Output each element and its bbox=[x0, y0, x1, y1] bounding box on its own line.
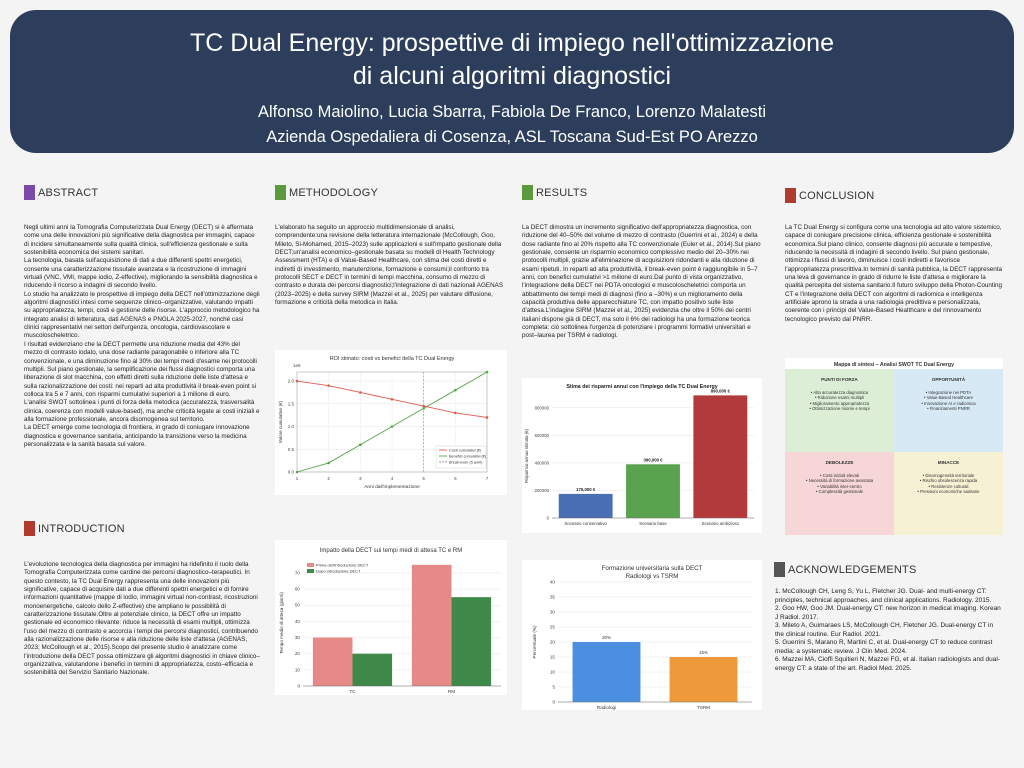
data-point bbox=[359, 443, 362, 446]
data-label: 175,000 € bbox=[576, 486, 596, 492]
bar bbox=[559, 494, 613, 518]
axis-exponent-label: 1e6 bbox=[293, 363, 301, 368]
y-tick-label: 70 bbox=[294, 570, 300, 576]
acknowledgements-title: ACKNOWLEDGEMENTS bbox=[788, 563, 917, 576]
poster-header bbox=[10, 10, 1014, 153]
bar bbox=[452, 597, 492, 686]
reference-item: 2. Goo HW, Goo JM. Dual-energy CT: new horizon in medical imaging. Korean J Radiol. 2017. bbox=[775, 605, 1001, 621]
swot-item: • Pressioni economiche sanitarie bbox=[917, 488, 980, 494]
x-tick-label: 5 bbox=[422, 476, 425, 481]
x-tick-label: Scenario base bbox=[639, 521, 667, 526]
conclusion-heading bbox=[785, 188, 874, 203]
swot-quadrant-title: MINACCE bbox=[937, 460, 960, 465]
swot-title: Mappa di sintesi – Analisi SWOT TC Dual Energy bbox=[833, 362, 954, 368]
chart-title: Formazione universitaria sulla DECT bbox=[601, 565, 703, 572]
swot-item: • Value-Based Healthcare bbox=[924, 395, 973, 401]
chart-subtitle: Radiologi vs TSRM bbox=[625, 573, 679, 580]
y-tick-label: 20 bbox=[549, 639, 555, 645]
abstract-paragraph: Negli ultimi anni la Tomografia Computerizzata Dual Energy (DECT) si è affermata come una delle innovazioni più significative della diagnostica per immagini, capace di incidere simultaneamente sulla qualità clinica, sull'efficienza gestionale e sulla sostenibilità economica dei sistemi sanitari. bbox=[24, 224, 255, 257]
swot-weaknesses bbox=[785, 452, 894, 535]
methodology-title: METHODOLOGY bbox=[289, 186, 378, 199]
introduction-marker bbox=[24, 521, 35, 536]
y-tick-label: 0 bbox=[552, 699, 555, 705]
x-axis-label: Anni dall'implementazione bbox=[364, 485, 420, 490]
conclusion-marker bbox=[785, 188, 796, 203]
conclusion-text: La TC Dual Energy si configura come una tecnologia ad alto valore sistemico, capace di coniugare precisione clinica, efficienza gestionale e sostenibilità economica.Sul piano clinico, consente diagnosi più accurate e tempestive, riducendo la necessità di indagini di secondo livello. Sul piano gestionale, ottimizza i flussi di lavoro, diminuisce i costi indiretti e favorisce l'appropriatezza prescrittiva.In termini di sanità pubblica, la DECT rappresenta una leva di governance in grado di ridurre le liste d'attesa e migliorare la qualità percepita del sistema sanitario.Il futuro sviluppo della Photon-Counting CT e l'integrazione della DECT con algoritmi di radiomica e intelligenza artificiale aprono la strada a una radiologia predittiva e personalizzata, coerente con i principi del Value-Based Healthcare e del rinnovamento tecnologico previsto dal PNRR. bbox=[785, 224, 1003, 323]
conclusion-title: CONCLUSION bbox=[799, 189, 875, 202]
swot-quadrant-title: OPPORTUNITÀ bbox=[931, 377, 966, 382]
swot-opportunities bbox=[894, 369, 1003, 452]
roi-line-chart bbox=[275, 350, 507, 495]
y-axis-label: Valore cumulativo (€) bbox=[278, 400, 283, 444]
y-tick-label: 0.0 bbox=[287, 469, 294, 475]
y-tick-label: 10 bbox=[294, 667, 300, 673]
abstract-paragraph: Lo studio ha analizzato le prospettive di impiego della DECT nell'ottimizzazione degli algoritmi diagnostici intesi come sequenze clinico–organizzative, valutando impatti su appropriatezza, tempi, costi e gestione delle risorse. L'approccio metodologico ha integrato analisi di letteratura, dati AGENAS e PNGLA 2025-2027, nonché casi clinici rappresentativi nei settori dell'urgenza, oncologia, cardiovascolare e muscoloscheletrico. bbox=[24, 290, 260, 340]
legend-label: Benefici cumulativi (€) bbox=[449, 454, 487, 459]
bar bbox=[573, 642, 641, 702]
results-title: RESULTS bbox=[536, 186, 588, 199]
acknowledgements-marker bbox=[774, 562, 785, 577]
methodology-heading bbox=[275, 185, 378, 200]
x-tick-label: Scenario conservativo bbox=[564, 521, 607, 526]
y-tick-label: 5 bbox=[552, 684, 555, 690]
x-tick-label: 2 bbox=[327, 476, 330, 481]
data-label: 390,000 € bbox=[643, 457, 663, 463]
data-point bbox=[296, 471, 299, 474]
x-tick-label: 1 bbox=[295, 476, 299, 481]
y-tick-label: 0 bbox=[297, 683, 300, 689]
data-point bbox=[454, 412, 457, 415]
title-line-1: TC Dual Energy: prospettive di impiego nell'ottimizzazione bbox=[190, 29, 834, 57]
swot-item: • Complessità gestionale bbox=[815, 488, 864, 494]
x-tick-label: 7 bbox=[485, 476, 489, 481]
waiting-times-bar-chart bbox=[275, 540, 507, 695]
x-tick-label: Radiologi bbox=[596, 705, 617, 710]
swot-item: • Necessità di formazione avanzata bbox=[805, 478, 874, 484]
swot-item: • Variabilità inter-centro bbox=[817, 483, 862, 489]
x-tick-label: Scenario ambizioso bbox=[701, 521, 740, 526]
y-tick-label: 30 bbox=[549, 609, 555, 615]
swot-quadrant-title: PUNTI DI FORZA bbox=[821, 377, 858, 382]
authors: Alfonso Maiolino, Lucia Sbarra, Fabiola De Franco, Lorenzo Malatesti bbox=[257, 103, 767, 121]
swot-item: • Integrazione nei PDTA bbox=[925, 390, 972, 396]
y-tick-label: 40 bbox=[549, 579, 555, 585]
data-point bbox=[296, 380, 299, 383]
swot-item: • Riduzione esami multipli bbox=[814, 395, 865, 401]
acknowledgements-heading bbox=[774, 562, 917, 577]
data-point bbox=[327, 384, 330, 387]
x-tick-label: TSRM bbox=[696, 705, 711, 710]
x-tick-label: TC bbox=[349, 689, 356, 694]
results-marker bbox=[522, 185, 533, 200]
y-tick-label: 50 bbox=[294, 602, 300, 608]
bar bbox=[626, 464, 680, 518]
bar bbox=[670, 657, 738, 702]
bar bbox=[353, 654, 393, 686]
data-point bbox=[359, 391, 362, 394]
x-tick-label: 4 bbox=[390, 476, 394, 481]
y-tick-label: 600000 bbox=[534, 432, 549, 438]
training-bar-chart bbox=[522, 560, 762, 710]
y-tick-label: 60 bbox=[294, 586, 300, 592]
swot-item: • Innovazione AI e radiomica bbox=[921, 400, 976, 406]
introduction-heading bbox=[24, 521, 125, 536]
x-tick-label: 6 bbox=[454, 476, 457, 481]
title-line-2: di alcuni algoritmi diagnostici bbox=[352, 62, 672, 90]
y-tick-label: 20 bbox=[294, 651, 300, 657]
y-tick-label: 1.0 bbox=[287, 424, 294, 430]
bar bbox=[412, 565, 452, 686]
legend-label: Prima dell'introduzione DECT bbox=[316, 562, 369, 568]
swot-item: • Ottimizzazione risorse e tempi bbox=[809, 405, 870, 411]
abstract-paragraph: La DECT emerge come tecnologia di frontiera, in grado di coniugare innovazione diagnostica e governance sanitaria, anticipando la transizione verso la medicina personalizzata e la sanità basata sul valore. bbox=[24, 424, 250, 448]
data-point bbox=[327, 462, 330, 465]
y-tick-label: 10 bbox=[549, 669, 555, 675]
legend-label: Break-even (5 anni) bbox=[449, 460, 483, 465]
abstract-title: ABSTRACT bbox=[38, 186, 99, 199]
y-tick-label: 1.5 bbox=[287, 401, 294, 407]
data-point bbox=[391, 425, 394, 428]
data-point bbox=[486, 371, 489, 374]
swot-item: • Finanziamenti PNRR bbox=[927, 405, 970, 411]
x-tick-label: 3 bbox=[359, 476, 362, 481]
abstract-paragraph: La tecnologia, basata sull'acquisizione di dati a due differenti spettri energetici, consente una caratterizzazione tissutale avanzata e la ricostruzione di immagini virtuali (VNC, VMI, mappe iodio, Z-effective), migliorando la sensibilità diagnostica e riducendo il ricorso a indagini di secondo livello. bbox=[24, 257, 258, 290]
swot-quadrant-title: DEBOLEZZE bbox=[825, 460, 854, 465]
abstract-marker bbox=[24, 185, 35, 200]
abstract-paragraph: I risultati evidenziano che la DECT permette una riduzione media del 43% del mezzo di contrasto iodato, una dose radiante paragonabile o inferiore alla TC convenzionale, e una diminuzione fino al 30% dei tempi medi d'esame nei protocolli multipli. Sul piano gestionale, la semplificazione dei flussi diagnostici comporta una liberazione di slot macchina, con effetti diretti sulla riduzione delle liste d'attesa e sulla razionalizzazione dei costi: nei reparti ad alta produttività il break-even point si colloca tra 5 e 7 anni, con risparmi cumulativi superiori a 1 milione di euro. bbox=[24, 340, 257, 398]
abstract-paragraph: L'analisi SWOT sottolinea i punti di forza della metodica (accuratezza, trasversalità clinica, coerenza con modelli value-based), ma anche criticità legate ai costi iniziali e alla formazione professionale, ancora disomogenea sul territorio. bbox=[24, 399, 260, 423]
reference-item: 3. Mileto A, Guimaraes LS, McCollough CH, Fletcher JG. Dual-energy CT in the clinical routine. Eur Radiol. 2021. bbox=[775, 622, 994, 638]
methodology-marker bbox=[275, 185, 286, 200]
legend-swatch bbox=[307, 563, 314, 567]
data-point bbox=[486, 416, 489, 419]
chart-title: Stima dei risparmi annui con l'impiego della TC Dual Energy bbox=[566, 384, 718, 390]
swot-item: • Resistenze culturali bbox=[928, 483, 969, 489]
introduction-text: L'evoluzione tecnologica della diagnostica per immagini ha ridefinito il ruolo della Tomografia Computerizzata come cardine dei percorsi diagnostico–terapeutici. In questo contesto, la TC Dual Energy rappresenta una delle innovazioni più significative, capace di acquisire dati a due differenti spettri energetici e di fornire informazioni quantitative (mappe di iodio, immagini virtual non-contrast, ricostruzioni monoenergetiche, calcolo dello Z-effective) che ampliano le possibilità di caratterizzazione tissutale.Oltre al potenziale clinico, la DECT offre un impatto gestionale ed economico rilevante: riduce la necessità di esami multipli, ottimizza l'uso del mezzo di contrasto e accorcia i tempi dei percorsi diagnostici, contribuendo alla razionalizzazione delle risorse e alla riduzione delle liste d'attesa (AGENAS, 2023; McCollough et al., 2015).Scopo del presente studio è analizzare come l'introduzione della DECT possa ottimizzare gli algoritmi diagnostici in chiave clinico–organizzativa, valutandone i benefici in termini di appropriatezza, costo–efficacia e sostenibilità del Servizio Sanitario Nazionale. bbox=[24, 561, 260, 677]
swot-strengths bbox=[785, 369, 894, 452]
swot-item: • Rischio obsolescenza rapida bbox=[919, 478, 978, 484]
chart-title: Impatto della DECT sui tempi medi di attesa TC e RM bbox=[319, 548, 463, 554]
data-label: 20% bbox=[602, 635, 611, 640]
poster-title bbox=[10, 27, 1014, 93]
methodology-text: L'elaborato ha seguito un approccio multidimensionale di analisi, comprendente:una revisione della letteratura internazionale (McCollough, Goo, Mileto, Si-Mohamed, 2015–2023) sulle applicazioni e sull'impatto gestionale della DECT;un'analisi economico–gestionale basata su modelli di Health Technology Assessment (HTA) e di Value-Based Healthcare, con stima dei costi diretti e indiretti di investimento, manutenzione, formazione e consumi;il confronto tra protocolli SECT e DECT in termini di tempi macchina, consumo di mezzo di contrasto e durata dei percorsi diagnostici;l'integrazione di dati nazionali AGENAS (2023–2025) e della survey SIRM (Mazzei et al., 2025) per valutare diffusione, formazione e criticità della metodica in Italia. bbox=[275, 224, 504, 307]
abstract-heading bbox=[24, 185, 98, 200]
legend-label: Costi cumulativi (€) bbox=[449, 448, 482, 453]
reference-item: 6. Mazzei MA, Cioffi Squitieri N, Mazzei FG, et al. Italian radiologists and dual-energy CT: a state of the art. Radiol Med. 2025. bbox=[775, 656, 1000, 672]
y-tick-label: 30 bbox=[294, 635, 300, 641]
y-axis-label: Risparmio annuo stimato (€) bbox=[524, 429, 529, 483]
references-list bbox=[775, 588, 1003, 673]
introduction-title: INTRODUCTION bbox=[38, 522, 125, 535]
affiliation: Azienda Ospedaliera di Cosenza, ASL Toscana Sud-Est PO Arezzo bbox=[266, 128, 758, 146]
y-tick-label: 35 bbox=[549, 594, 555, 600]
data-label: 890,000 € bbox=[710, 388, 730, 394]
reference-item: 5. Guerrini S, Marano R, Martini C, et al. Dual-energy CT to reduce contrast media: a systematic review. J Clin Med. 2024. bbox=[775, 639, 993, 655]
swot-item: • Disomogeneità territoriale bbox=[922, 473, 975, 479]
swot-item: • Miglioramento appropriatezza bbox=[809, 400, 870, 406]
y-tick-label: 800000 bbox=[534, 405, 549, 411]
data-point bbox=[391, 398, 394, 401]
legend-swatch bbox=[307, 569, 314, 573]
swot-threats bbox=[894, 452, 1003, 535]
abstract-text bbox=[24, 224, 260, 449]
y-tick-label: 400000 bbox=[534, 460, 549, 466]
y-tick-label: 25 bbox=[549, 624, 555, 630]
savings-bar-chart bbox=[522, 378, 762, 533]
y-tick-label: 15 bbox=[549, 654, 555, 660]
y-tick-label: 40 bbox=[294, 618, 300, 624]
bar bbox=[693, 395, 747, 518]
bar bbox=[313, 638, 353, 686]
results-heading bbox=[522, 185, 587, 200]
swot-item: • Alta accuratezza diagnostica bbox=[810, 390, 869, 396]
data-point bbox=[454, 389, 457, 392]
y-tick-label: 2.0 bbox=[287, 378, 294, 384]
swot-item: • Costi iniziali elevati bbox=[820, 473, 859, 479]
x-tick-label: RM bbox=[447, 689, 456, 694]
reference-item: 1. McCollough CH, Leng S, Yu L, Fletcher JG. Dual- and multi-energy CT: principles, technical approaches, and clinical applications. Radiology. 2015. bbox=[775, 588, 992, 604]
y-tick-label: 200000 bbox=[534, 487, 549, 493]
y-tick-label: 0.5 bbox=[287, 446, 294, 452]
results-text: La DECT dimostra un incremento significativo dell'appropriatezza diagnostica, con riduzione del 40–50% del volume di mezzo di contrasto (Guerrini et al., 2024) e della dose radiante fino al 20% rispetto alla TC convenzionale (Euler et al., 2014).Sul piano gestionale, consente un risparmio economico complessivo medio del 20–30% nei protocolli multipli, grazie all'eliminazione di acquisizioni ridondanti e alla riduzione di esami ripetuti. In reparti ad alta produttività, il break-even point è raggiungibile in 5–7 anni, con benefici cumulativi >1 milione di euro.Dal punto di vista organizzativo, l'integrazione della DECT nei PDTA oncologici e muscoloscheletrici comporta un abbattimento dei tempi medi di diagnosi (fino a –30%) e un miglioramento della capacità produttiva delle apparecchiature TC, con impatto positivo sulle liste d'attesa.L'indagine SIRM (Mazzei et al., 2025) evidenzia che oltre il 50% dei centri italiani dispone già di DECT, ma solo il 6% dei radiologi ha una formazione teorica completa: ciò sottolinea l'urgenza di potenziare i programmi formativi universitari e post–laurea per TSRM e radiologi. bbox=[522, 224, 761, 340]
y-axis-label: Tempo medio di attesa (giorni) bbox=[279, 592, 284, 654]
y-tick-label: 0 bbox=[546, 515, 549, 521]
chart-title: ROI stimato: costi vs benefici della TC Dual Energy bbox=[329, 356, 455, 362]
data-label: 15% bbox=[699, 650, 708, 655]
swot-map bbox=[785, 358, 1003, 535]
y-axis-label: Percentuale (%) bbox=[532, 625, 537, 659]
legend-label: Dopo introduzione DECT bbox=[316, 568, 361, 574]
